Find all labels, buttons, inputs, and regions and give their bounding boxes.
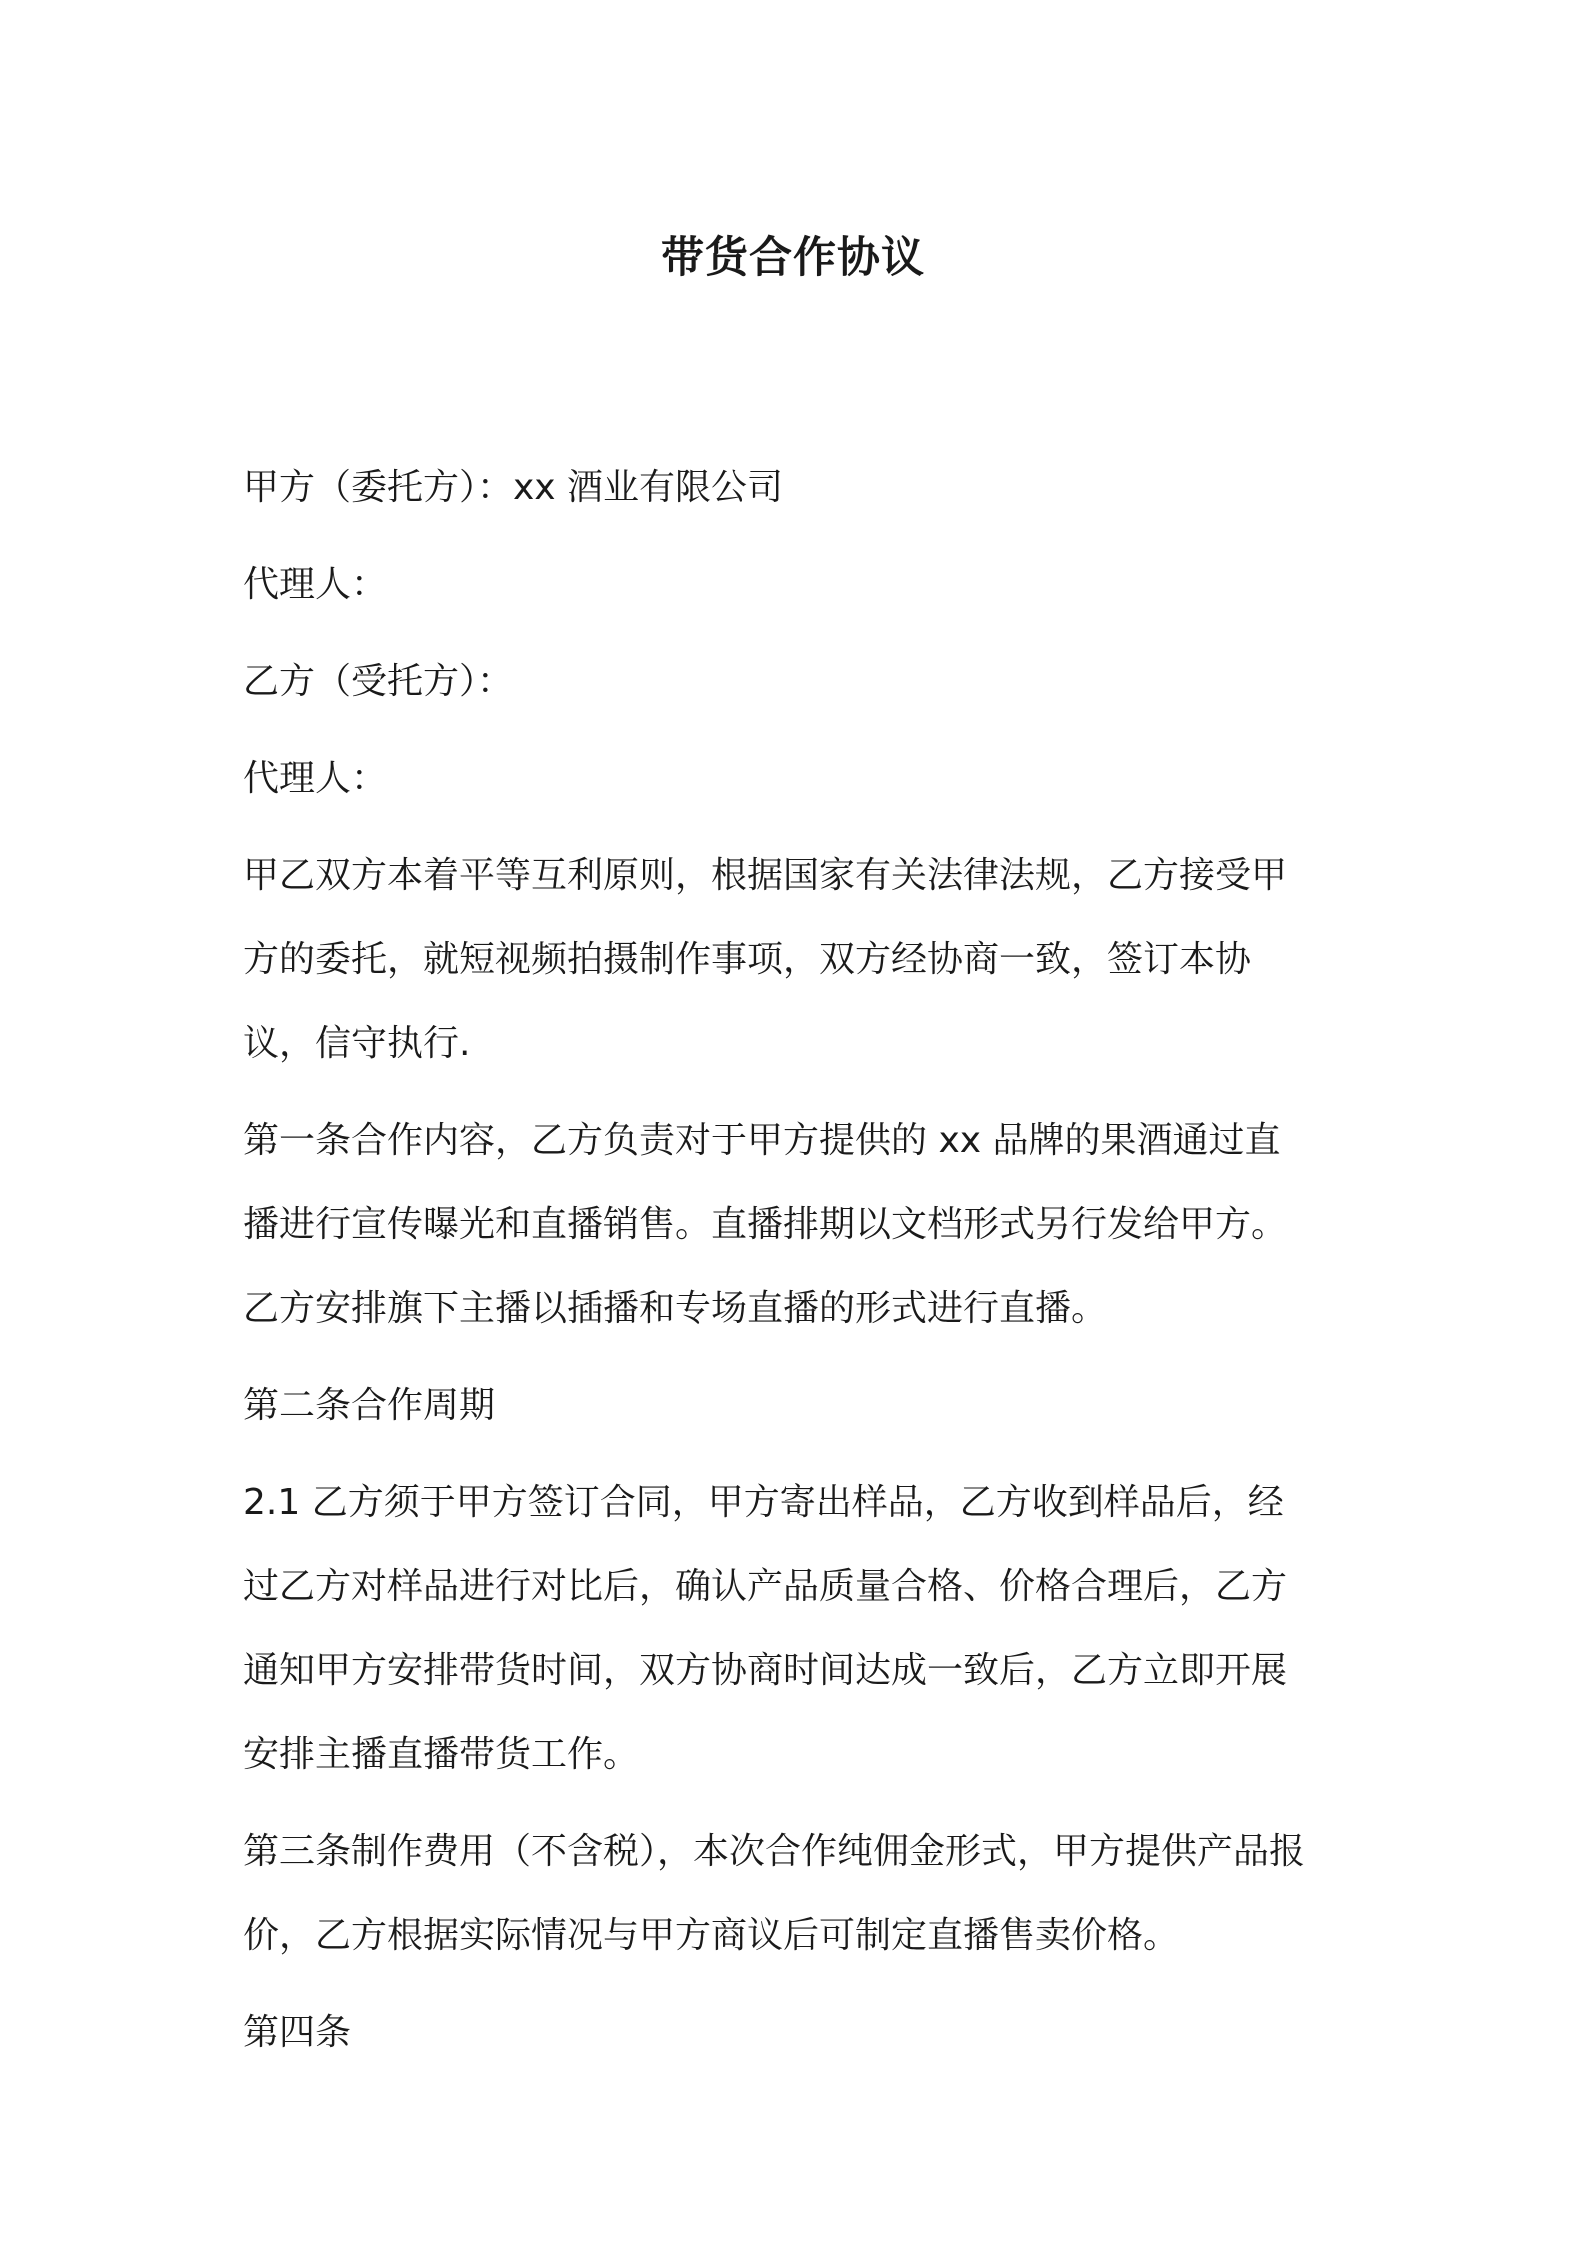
party-b-agent: 代理人： [243, 758, 388, 799]
article-2-clause-2-1: 2.1 乙方须于甲方签订合同，甲方寄出样品，乙方收到样品后，经过乙方对样品进行对比后，确认产品质量合格、价格合理后，乙方通知甲方安排带货时间，双方协商时间达成一致后，乙方立即开展安排主播直播带货工作。 [243, 1482, 1288, 1775]
party-b: 乙方（受托方）： [243, 661, 514, 702]
party-a: 甲方（委托方）：xx 酒业有限公司 [243, 467, 784, 508]
document-title: 带货合作协议 [661, 233, 925, 283]
article-4-heading: 第四条 [243, 2012, 352, 2053]
party-a-agent: 代理人： [243, 564, 388, 605]
preamble-paragraph: 甲乙双方本着平等互利原则，根据国家有关法律法规，乙方接受甲方的委托，就短视频拍摄制作事项，双方经协商一致，签订本协议，信守执行. [243, 855, 1288, 1064]
article-1-cooperation-content: 第一条合作内容，乙方负责对于甲方提供的 xx 品牌的果酒通过直播进行宣传曝光和直播销售。直播排期以文档形式另行发给甲方。乙方安排旗下主播以插播和专场直播的形式进行直播。 [243, 1120, 1288, 1329]
article-3-fees: 第三条制作费用（不含税），本次合作纯佣金形式，甲方提供产品报价，乙方根据实际情况与甲方商议后可制定直播售卖价格。 [243, 1831, 1306, 1956]
article-2-heading: 第二条合作周期 [243, 1385, 496, 1426]
document-body [243, 446, 1313, 2088]
